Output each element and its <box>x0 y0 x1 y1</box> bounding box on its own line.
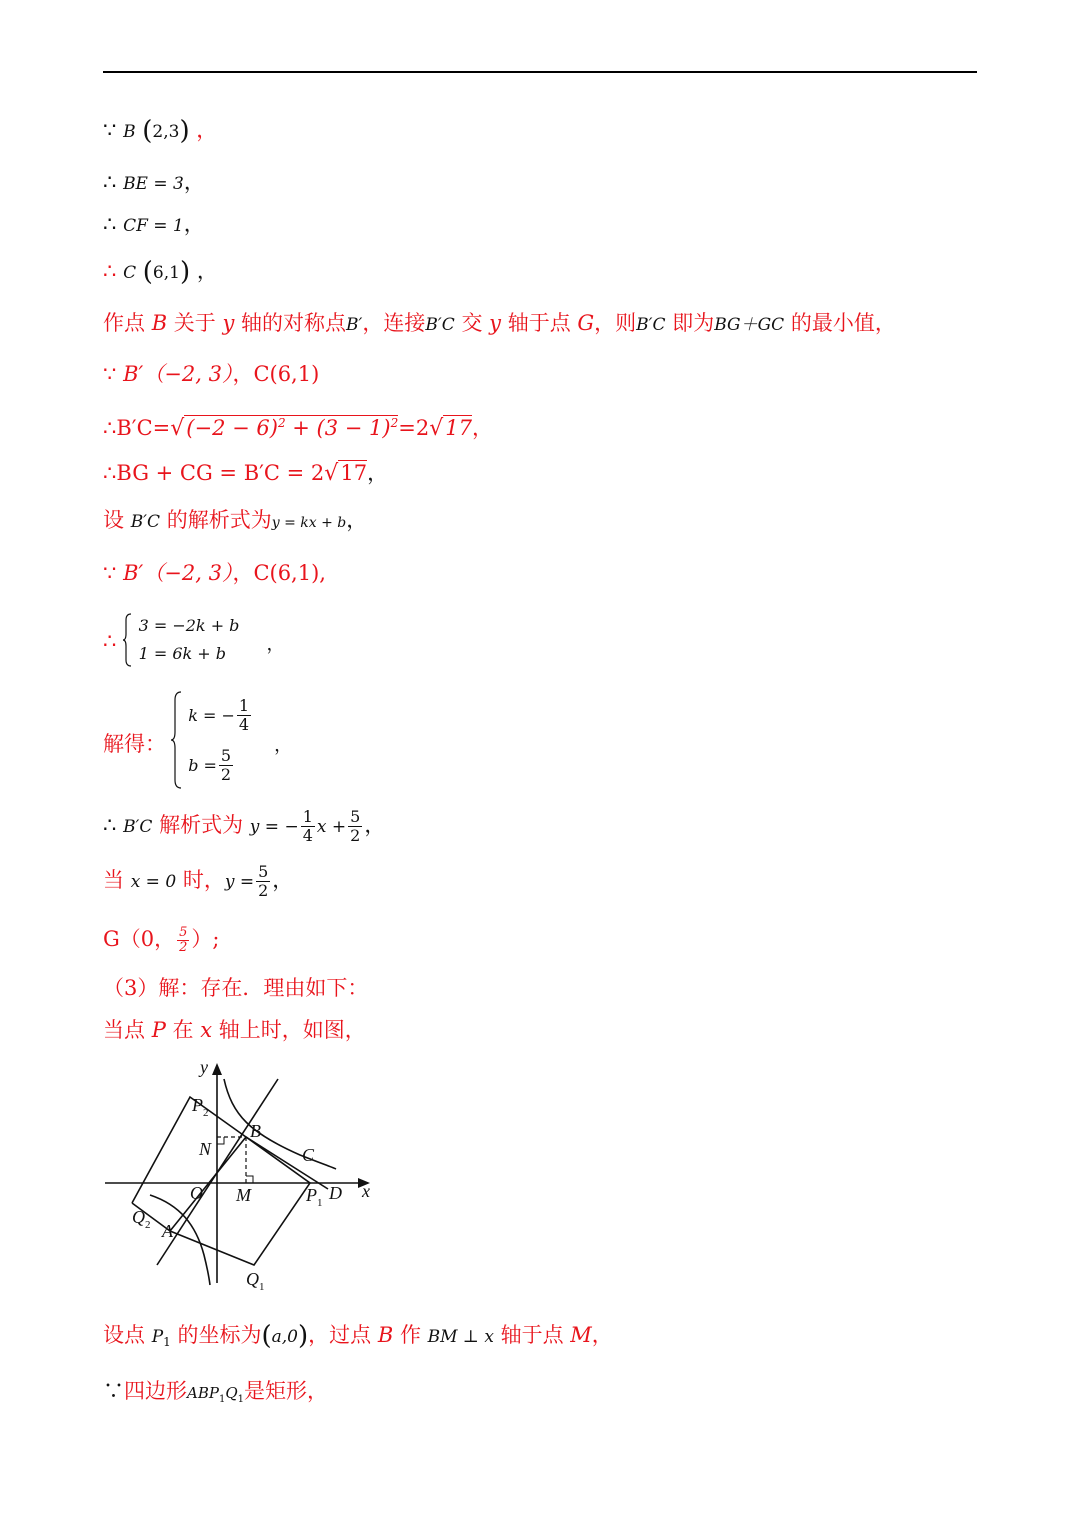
label-m: M <box>236 1185 251 1205</box>
line-6 <box>103 361 319 387</box>
point: （−2, 3） <box>143 362 233 386</box>
fraction <box>256 863 270 900</box>
equation-1: 3 = −2k + b <box>138 616 240 635</box>
label-q1-text: Q <box>246 1269 259 1289</box>
var: x <box>200 1018 213 1042</box>
label-n: N <box>199 1139 212 1159</box>
var: P <box>151 1018 166 1042</box>
geometry-figure <box>100 1055 390 1300</box>
line-14 <box>103 860 293 902</box>
numerator: 1 <box>302 807 313 826</box>
text: （3）解：存在．理由如下： <box>103 976 369 1000</box>
point: C(6,1) <box>253 362 320 386</box>
because-symbol: ∵ <box>103 1379 124 1403</box>
text: 四边形 <box>124 1379 187 1403</box>
line-16 <box>103 975 368 1001</box>
text: 作 <box>393 1323 428 1347</box>
comma: ， <box>272 868 294 892</box>
numerator: 5 <box>220 745 232 765</box>
line-5 <box>103 310 896 338</box>
text: 时， <box>176 868 225 892</box>
therefore-symbol: ∴ <box>103 170 117 194</box>
var: B′C <box>130 512 161 532</box>
because-symbol: ∵ <box>103 561 117 585</box>
comma: ， <box>364 813 386 837</box>
text: 的坐标为 <box>170 1323 262 1347</box>
comma: ， <box>346 508 368 532</box>
numerator: 5 <box>179 925 188 940</box>
text: (−2 − 6) <box>186 416 278 440</box>
expr: BE = 3 <box>123 174 184 194</box>
label-p2-sub: 2 <box>203 1107 209 1119</box>
left-brace <box>123 612 133 668</box>
label: 解得： <box>103 732 166 756</box>
line-bd <box>246 1137 328 1189</box>
therefore-symbol: ∴ <box>103 461 117 485</box>
text: G（0， <box>103 927 176 951</box>
var: B <box>377 1323 394 1347</box>
numerator: 1 <box>238 695 250 715</box>
coords: a,0 <box>271 1327 298 1347</box>
text: 轴于点 <box>493 1323 571 1347</box>
var: B′C <box>636 315 666 335</box>
denominator: 2 <box>258 881 269 900</box>
numerator: 5 <box>258 862 269 881</box>
label-p1 <box>305 1185 323 1209</box>
label-b: B <box>250 1121 261 1141</box>
expr: x + <box>316 817 347 837</box>
var: B′ <box>123 362 144 386</box>
var: M <box>570 1323 592 1347</box>
text: 的最小值， <box>784 311 896 335</box>
expr: x = 0 <box>130 872 177 892</box>
label-a: A <box>162 1221 173 1241</box>
radicand <box>184 415 398 440</box>
expr: Q <box>225 1384 238 1402</box>
label-p2 <box>191 1095 209 1119</box>
fraction <box>301 808 315 845</box>
fraction <box>237 697 251 734</box>
header-rule <box>103 71 977 73</box>
y-axis-arrow <box>212 1063 222 1075</box>
line-4 <box>103 258 218 286</box>
solutions <box>188 690 253 790</box>
label-y: y <box>200 1057 208 1077</box>
text: 当 <box>103 868 131 892</box>
fraction <box>348 808 362 845</box>
text: B′C= <box>116 416 171 440</box>
therefore-symbol: ∴ <box>103 629 117 653</box>
subscript: 1 <box>218 1394 226 1405</box>
fraction <box>177 926 189 955</box>
text: ，则 <box>594 311 637 335</box>
text: 交 <box>454 311 490 335</box>
line-12-solution <box>103 690 292 790</box>
denominator: 2 <box>179 940 188 955</box>
b-solution <box>188 740 253 790</box>
expr: k = − <box>188 705 235 725</box>
left-brace <box>171 690 183 790</box>
because-symbol: ∵ <box>103 118 117 142</box>
denominator: 2 <box>350 826 361 845</box>
expr: y = <box>224 872 255 892</box>
exponent: 2 <box>277 416 286 430</box>
therefore-symbol: ∴ <box>103 259 117 283</box>
label-q2-text: Q <box>132 1207 145 1227</box>
text: 轴的对称点 <box>234 311 347 335</box>
line-3 <box>103 211 205 239</box>
text: 关于 <box>167 311 223 335</box>
var: B′C <box>123 817 153 837</box>
subscript: 1 <box>237 1394 245 1405</box>
line-2 <box>103 169 205 197</box>
label-d: D <box>329 1183 342 1203</box>
var: G <box>577 311 595 335</box>
expr: BG + CG = B′C = 2 <box>116 461 325 485</box>
therefore-symbol: ∴ <box>103 212 117 236</box>
var: B′ <box>346 315 363 335</box>
text: 在 <box>165 1018 201 1042</box>
coords: 6,1 <box>152 263 180 283</box>
label-p2-text: P <box>192 1095 203 1115</box>
text: 设 <box>103 508 131 532</box>
line-1 <box>103 117 217 145</box>
radicand: 17 <box>445 416 472 440</box>
radical-sign: √ <box>170 416 185 441</box>
label-q2 <box>132 1207 151 1231</box>
label-q1 <box>246 1269 265 1293</box>
point: （−2, 3） <box>143 561 233 585</box>
fraction <box>219 747 233 784</box>
label-x: x <box>362 1181 370 1201</box>
line-17 <box>103 1017 366 1043</box>
comma: ， <box>196 259 218 283</box>
expr: y = − <box>249 817 299 837</box>
text: 即为 <box>665 311 715 335</box>
equation-2: 1 = 6k + b <box>138 644 227 663</box>
paren: ( <box>261 1321 272 1351</box>
expr: b = <box>188 755 217 775</box>
hyperbola-branch-1 <box>224 1079 336 1169</box>
var: y <box>222 311 235 335</box>
label-p1-text: P <box>306 1185 317 1205</box>
var: B <box>151 311 168 335</box>
text: 解析式为 <box>152 813 250 837</box>
line-19 <box>103 1378 328 1413</box>
line-9 <box>103 507 367 536</box>
line-11-system <box>103 612 285 668</box>
sep: ， <box>232 561 254 585</box>
line-13 <box>103 805 385 847</box>
text: 作点 <box>103 311 152 335</box>
expr: B <box>123 122 136 142</box>
radical-sign: √ <box>324 461 339 486</box>
comma: ， <box>196 118 218 142</box>
text: 轴上时，如图， <box>212 1018 366 1042</box>
radicand: 17 <box>340 461 368 485</box>
comma: ， <box>183 170 205 194</box>
hyperbola-branch-2 <box>150 1195 210 1285</box>
text: 的解析式为 <box>160 508 272 532</box>
therefore-symbol: ∴ <box>103 813 117 837</box>
comma: ， <box>471 416 493 440</box>
line-8 <box>103 460 388 487</box>
expr: CF = 1 <box>123 216 184 236</box>
text: + (3 − 1) <box>285 416 391 440</box>
text: ，连接 <box>362 311 426 335</box>
comma: ， <box>183 212 205 236</box>
rectangle-q2p2b <box>132 1097 246 1203</box>
label-q2-sub: 2 <box>145 1219 151 1231</box>
because-symbol: ∵ <box>103 362 117 386</box>
paren: ) <box>297 1321 309 1351</box>
subscript: 1 <box>163 1335 171 1349</box>
expr: BG＋GC <box>714 315 785 335</box>
line-18 <box>103 1322 613 1355</box>
coords: 2,3 <box>152 122 180 142</box>
right-angle-n <box>217 1137 224 1144</box>
comma: ， <box>274 735 293 756</box>
paren: ( <box>142 116 153 146</box>
k-solution <box>188 690 253 740</box>
sep: ， <box>232 362 254 386</box>
label-o: O <box>190 1183 203 1203</box>
line-15 <box>103 921 220 957</box>
expr: ABP <box>187 1384 219 1402</box>
var: B′ <box>123 561 144 585</box>
expr: C <box>123 263 137 283</box>
denominator: 4 <box>238 714 250 734</box>
comma: ， <box>591 1323 613 1347</box>
text: 是矩形， <box>244 1379 329 1403</box>
expr: BM ⊥ x <box>427 1327 494 1347</box>
therefore-symbol: ∴ <box>103 416 117 440</box>
comma: ， <box>367 461 389 485</box>
var: B′C <box>425 315 455 335</box>
radical-sign: √ <box>429 416 444 441</box>
paren: ) <box>179 257 191 287</box>
denominator: 4 <box>302 826 313 845</box>
equations <box>139 612 240 668</box>
label-c: C <box>302 1145 315 1165</box>
denominator: 2 <box>220 764 232 784</box>
var: y <box>489 311 502 335</box>
label-p1-sub: 1 <box>317 1197 323 1209</box>
text: 轴于点 <box>501 311 578 335</box>
comma: ， <box>266 634 285 655</box>
label-q1-sub: 1 <box>259 1281 265 1293</box>
text: 当点 <box>103 1018 152 1042</box>
text: ）; <box>191 927 220 951</box>
numerator: 5 <box>350 807 361 826</box>
var: P <box>151 1327 164 1347</box>
text: =2 <box>398 416 430 440</box>
paren: ( <box>142 257 153 287</box>
exponent: 2 <box>390 416 399 430</box>
point: C(6,1), <box>253 561 326 585</box>
right-angle-m <box>246 1176 253 1183</box>
line-7 <box>103 410 493 442</box>
expr: y = kx + b <box>271 515 347 531</box>
paren: ) <box>179 116 190 146</box>
text: 设点 <box>103 1323 152 1347</box>
text: ，过点 <box>308 1323 378 1347</box>
line-10 <box>103 560 326 586</box>
